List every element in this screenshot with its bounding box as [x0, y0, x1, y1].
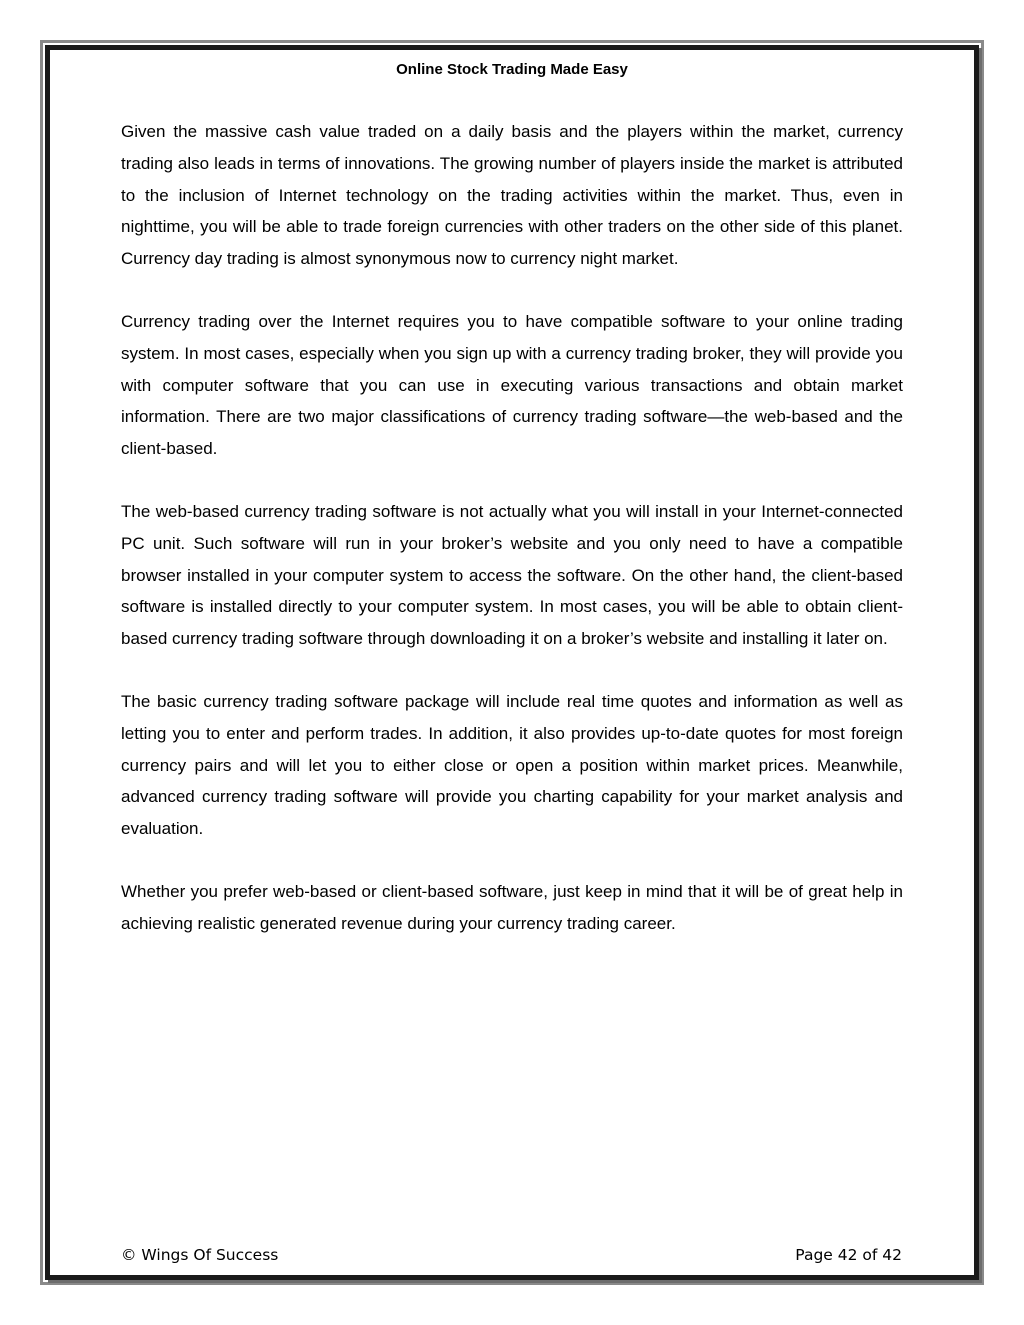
footer-copyright: © Wings Of Success [121, 1246, 279, 1264]
paragraph: Currency trading over the Internet requires you to have compatible software to your online trading system. In most cases, especially when you sign up with a currency trading broker, they will provide you with computer software that you can use in executing various transactions and obtain market information. There are two major classifications of currency trading software—the web-based and the client-based. [121, 311, 903, 459]
page-header-title: Online Stock Trading Made Easy [396, 61, 628, 78]
footer-page-number: Page 42 of 42 [795, 1246, 902, 1264]
paragraph: Given the massive cash value traded on a daily basis and the players within the market, currency trading also leads in terms of innovations. The growing number of players inside the market is attributed to the inclusion of Internet technology on the trading activities within the market. Thus, even in nighttime, you will be able to trade foreign currencies with other traders on the other side of this planet. Currency day trading is almost synonymous now to currency night market. [121, 122, 903, 269]
document-body [121, 116, 903, 971]
paragraph: The web-based currency trading software is not actually what you will install in your Internet-connected PC unit. Such software will run in your broker’s website and you only need to have a compatible browser installed in your computer system to access the software. On the other hand, the client-based software is installed directly to your computer system. In most cases, you will be able to obtain client-based currency trading software through downloading it on a broker’s website and installing it later on. [121, 501, 903, 649]
paragraph: The basic currency trading software package will include real time quotes and information as well as letting you to enter and perform trades. In addition, it also provides up-to-date quotes for most foreign currency pairs and will let you to either close or open a position within market prices. Meanwhile, advanced currency trading software will provide you charting capability for your market analysis and evaluation. [121, 691, 903, 839]
paragraph: Whether you prefer web-based or client-based software, just keep in mind that it will be of great help in achieving realistic generated revenue during your currency trading career. [121, 881, 903, 933]
